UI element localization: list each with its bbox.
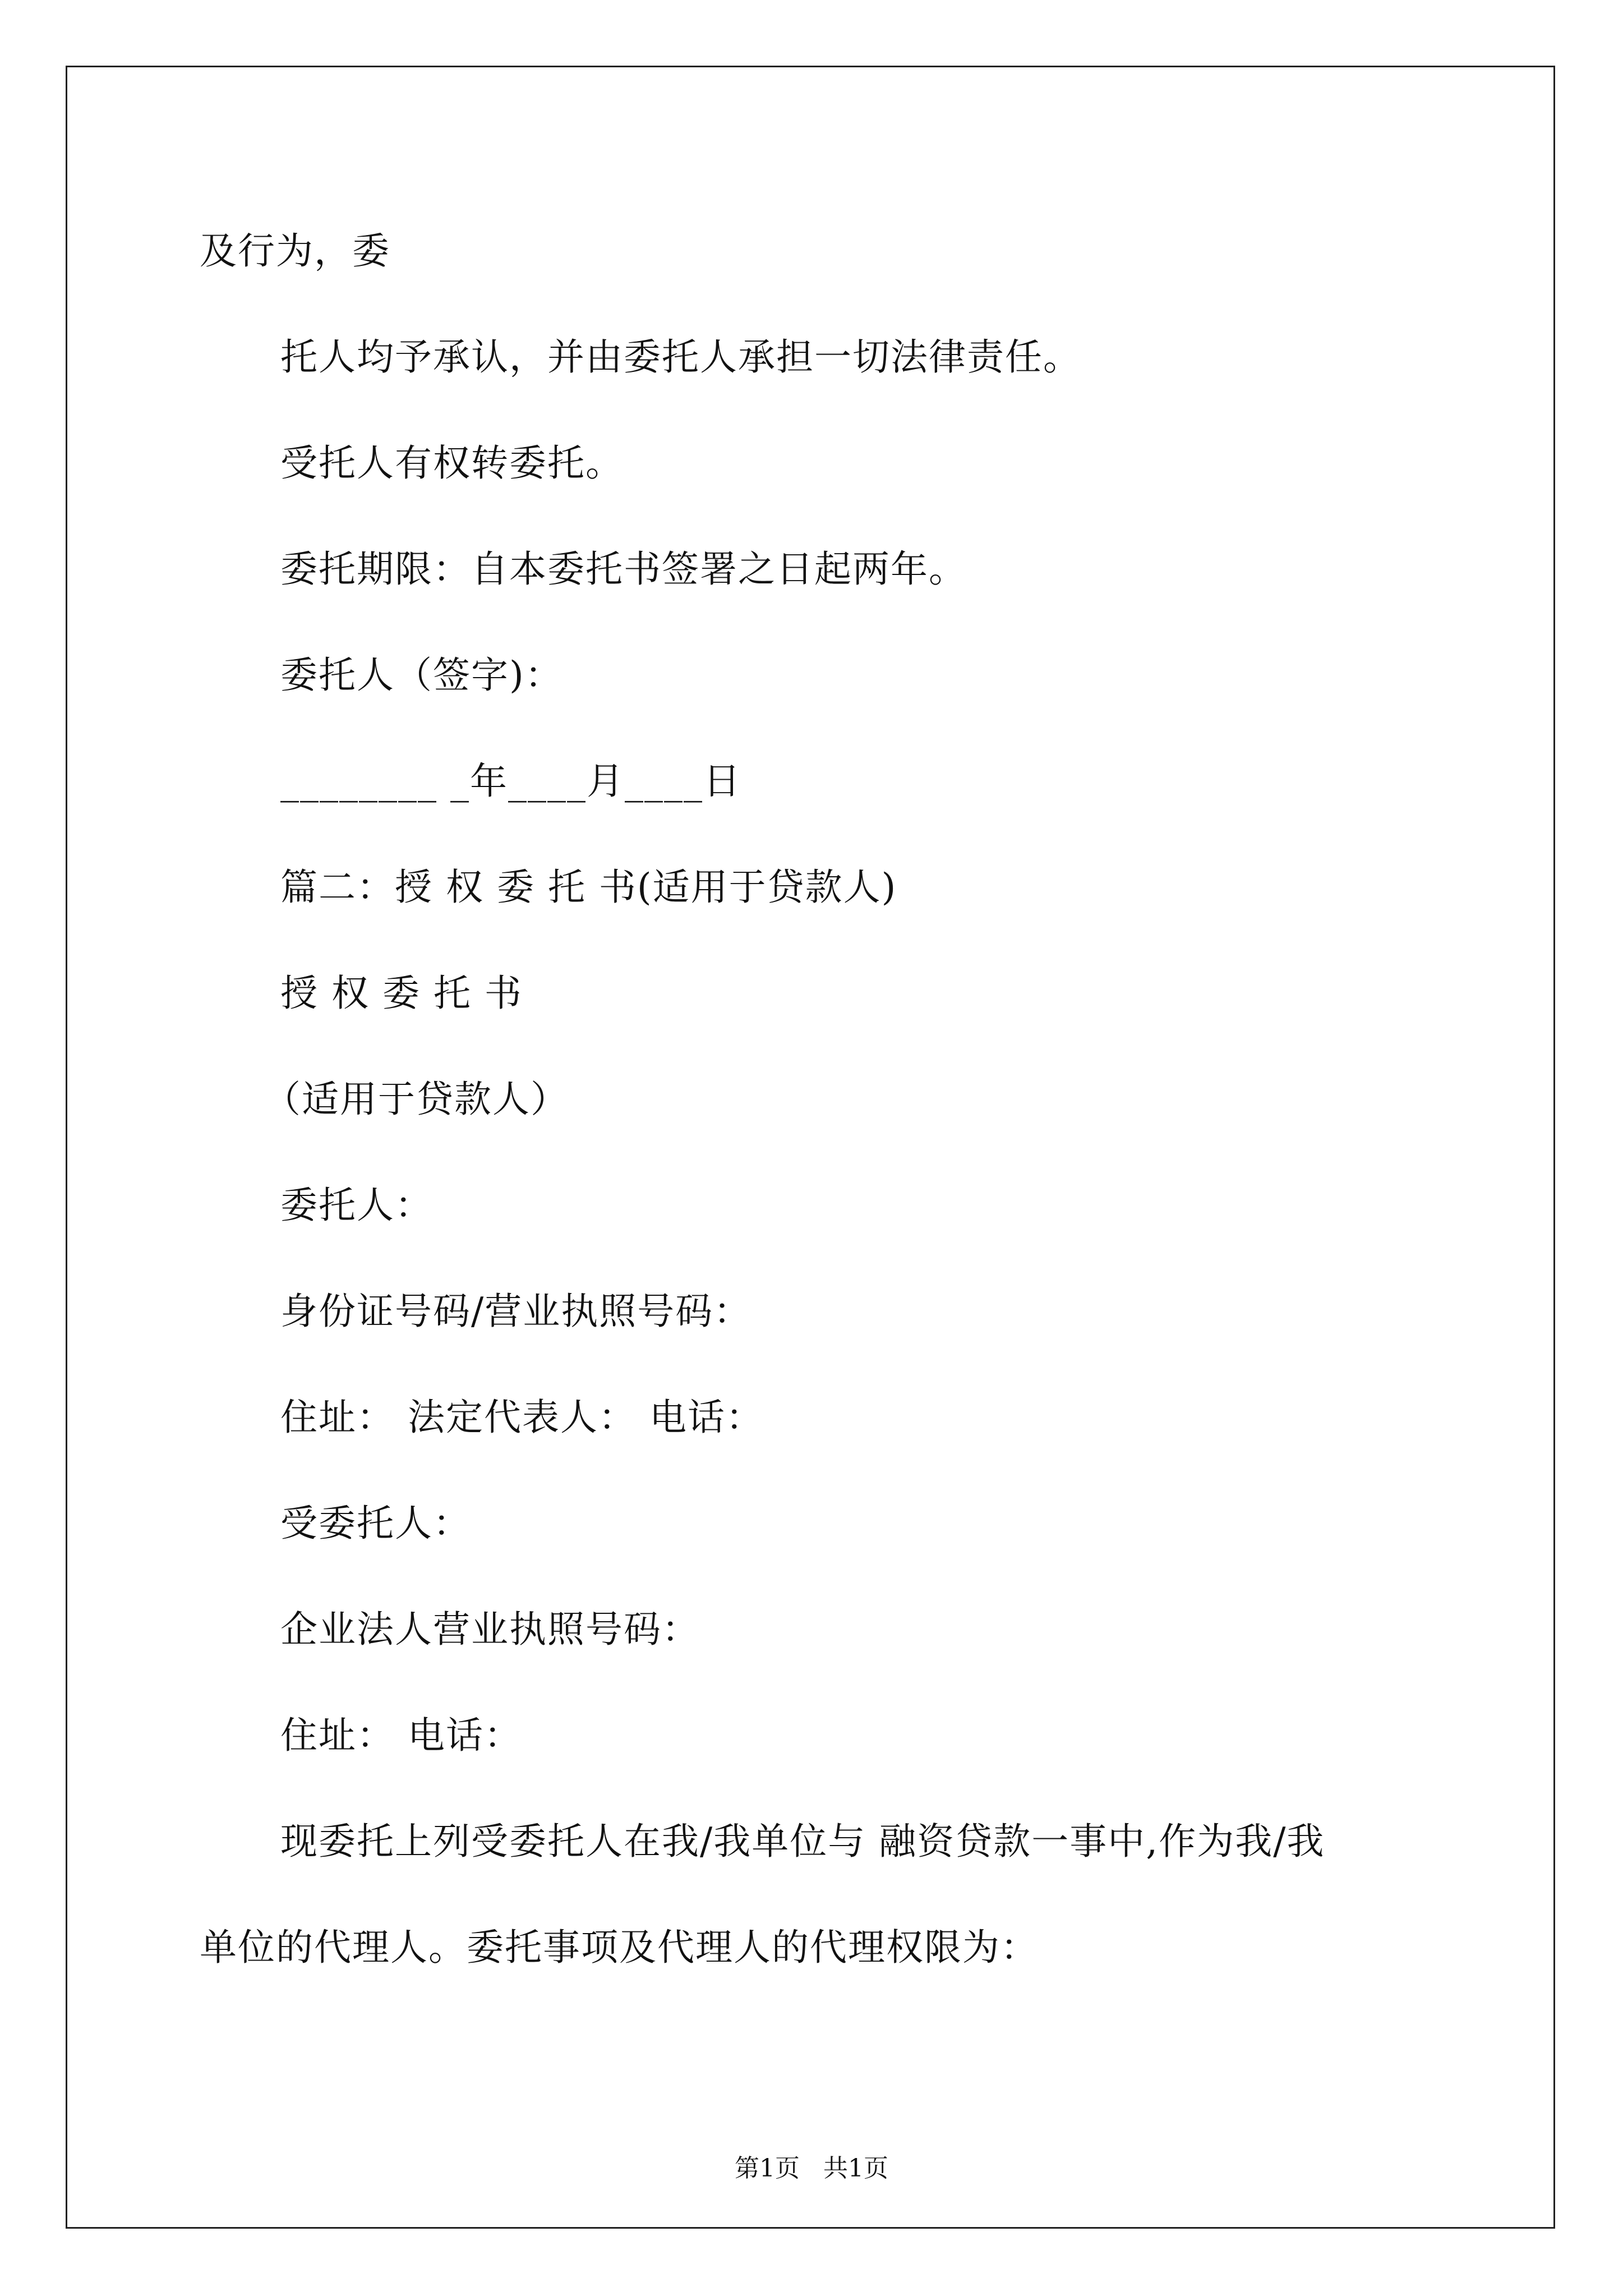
date-line: ________ _年____月____日 [280,760,741,803]
text-line: 单位的代理人。委托事项及代理人的代理权限为： [200,1926,1039,1969]
field-label: 企业法人营业执照号码： [280,1608,700,1651]
field-label: 身份证号码/营业执照号码： [280,1290,752,1333]
text-line: 受托人有权转委托。 [280,441,624,485]
text-line: 委托期限：自本委托书签署之日起两年。 [280,547,967,591]
page-border [66,66,1555,2229]
section-heading: 篇二：授 权 委 托 书(适用于贷款人) [280,866,897,909]
field-label: 住址： 法定代表人： 电话： [280,1396,764,1439]
page-number-footer: 第1页 共1页 [735,2154,888,2183]
document-title: 授 权 委 托 书 [280,972,523,1015]
document-subtitle: （适用于贷款人） [264,1078,569,1121]
text-line: 托人均予承认，并由委托人承担一切法律责任。 [280,335,1081,379]
text-line: 现委托上列受委托人在我/我单位与 融资贷款一事中,作为我/我 [280,1820,1325,1863]
field-label: 住址： 电话： [280,1714,522,1757]
field-label: 委托人： [280,1184,433,1227]
text-line: 及行为，委 [200,229,390,273]
field-label: 受委托人： [280,1502,471,1545]
signature-line: 委托人（签字)： [280,654,563,697]
